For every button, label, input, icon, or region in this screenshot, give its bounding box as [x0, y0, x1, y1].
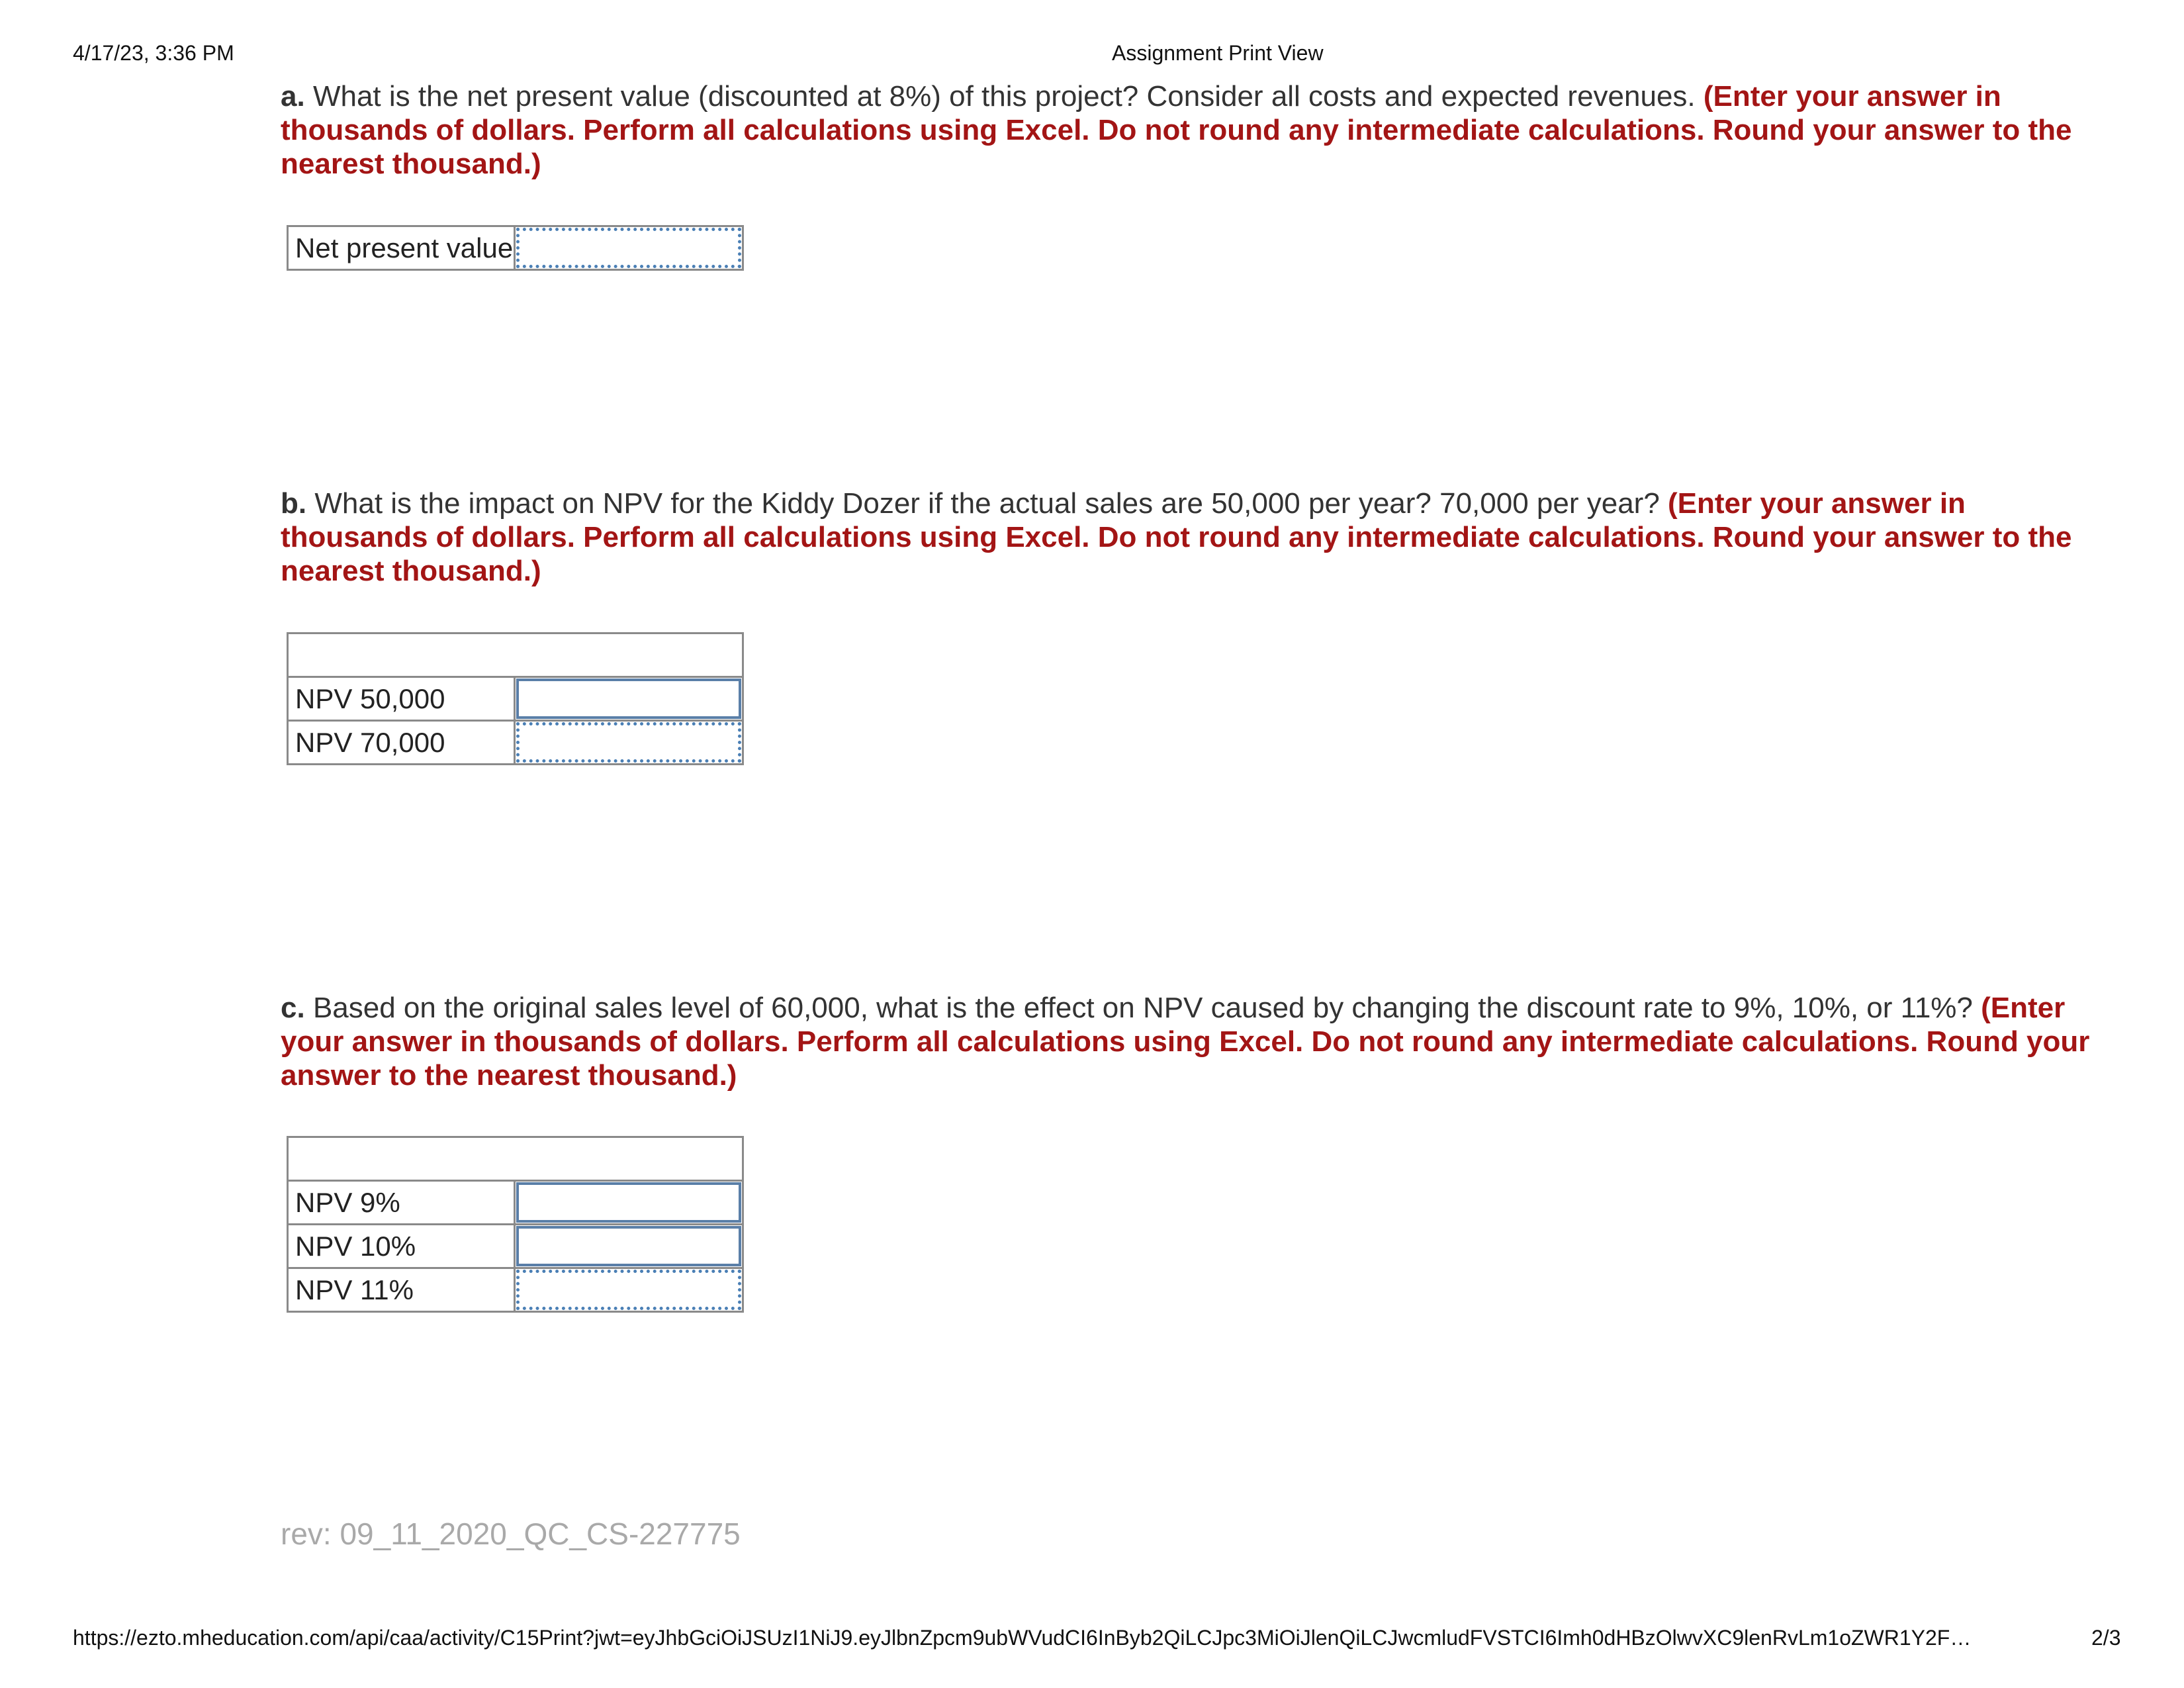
npv-10-input-cell[interactable] [515, 1225, 743, 1268]
footer-url: https://ezto.mheducation.com/api/caa/activity/C15Print?jwt=eyJhbGciOiJSUzI1NiJ9.eyJlbnZpcm9ubWVudCI6InByb2QiLCJpc3MiOiJlenQiLCJwcmludFVSTCI6Imh0dHBzOlwvXC9lenRvLm1oZWR1Y2F… [73, 1626, 1972, 1650]
table-row [288, 226, 743, 270]
row-label-npv-11: NPV 11% [288, 1268, 515, 1312]
row-label-npv-50000: NPV 50,000 [288, 677, 515, 721]
answer-table-c [287, 1136, 744, 1313]
question-c-instructions: (Enter your answer in thousands of dollars. Perform all calculations using Excel. Do not round any intermediate calculations. Round your answer to the nearest thousand.) [281, 992, 2090, 1092]
page-number: 2/3 [2091, 1626, 2121, 1650]
npv-50000-input[interactable] [516, 679, 741, 719]
npv-70000-input-cell[interactable] [515, 721, 743, 765]
table-row [288, 721, 743, 765]
npv-input[interactable] [516, 228, 741, 268]
revision-label: rev: 09_11_2020_QC_CS-227775 [281, 1517, 741, 1551]
npv-11-input-cell[interactable] [515, 1268, 743, 1312]
table-row [288, 677, 743, 721]
npv-10-input[interactable] [516, 1226, 741, 1266]
table-row [288, 1225, 743, 1268]
question-b-text: What is the impact on NPV for the Kiddy Dozer if the actual sales are 50,000 per year? 70,000 per year? [314, 487, 1660, 520]
row-label-npv: Net present value [288, 226, 515, 270]
table-row [288, 1181, 743, 1225]
table-header-row [288, 633, 743, 677]
question-a-text: What is the net present value (discounted at 8%) of this project? Consider all costs and expected revenues. [312, 80, 1696, 113]
question-c-text: Based on the original sales level of 60,000, what is the effect on NPV caused by changing the discount rate to 9%, 10%, or 11%? [312, 992, 1973, 1024]
question-b [281, 487, 2107, 588]
question-c [281, 991, 2107, 1092]
question-a-instructions: (Enter your answer in thousands of dollars. Perform all calculations using Excel. Do not round any intermediate calculations. Round your answer to the nearest thousand.) [281, 80, 2072, 180]
table-header-row [288, 1137, 743, 1181]
answer-table-a [287, 225, 744, 271]
table-header-blank [288, 633, 743, 677]
question-c-letter: c. [281, 992, 305, 1024]
npv-50000-input-cell[interactable] [515, 677, 743, 721]
question-b-instructions: (Enter your answer in thousands of dollars. Perform all calculations using Excel. Do not round any intermediate calculations. Round your answer to the nearest thousand.) [281, 487, 2072, 587]
npv-70000-input[interactable] [516, 722, 741, 763]
print-datetime: 4/17/23, 3:36 PM [73, 41, 234, 65]
question-a [281, 79, 2107, 181]
answer-table-b [287, 632, 744, 765]
row-label-npv-10: NPV 10% [288, 1225, 515, 1268]
npv-11-input[interactable] [516, 1270, 741, 1310]
print-title: Assignment Print View [1112, 41, 1324, 65]
question-b-letter: b. [281, 487, 307, 520]
question-a-letter: a. [281, 80, 305, 113]
table-row [288, 1268, 743, 1312]
table-header-blank [288, 1137, 743, 1181]
npv-9-input-cell[interactable] [515, 1181, 743, 1225]
row-label-npv-70000: NPV 70,000 [288, 721, 515, 765]
row-label-npv-9: NPV 9% [288, 1181, 515, 1225]
npv-9-input[interactable] [516, 1182, 741, 1223]
npv-input-cell[interactable] [515, 226, 743, 270]
